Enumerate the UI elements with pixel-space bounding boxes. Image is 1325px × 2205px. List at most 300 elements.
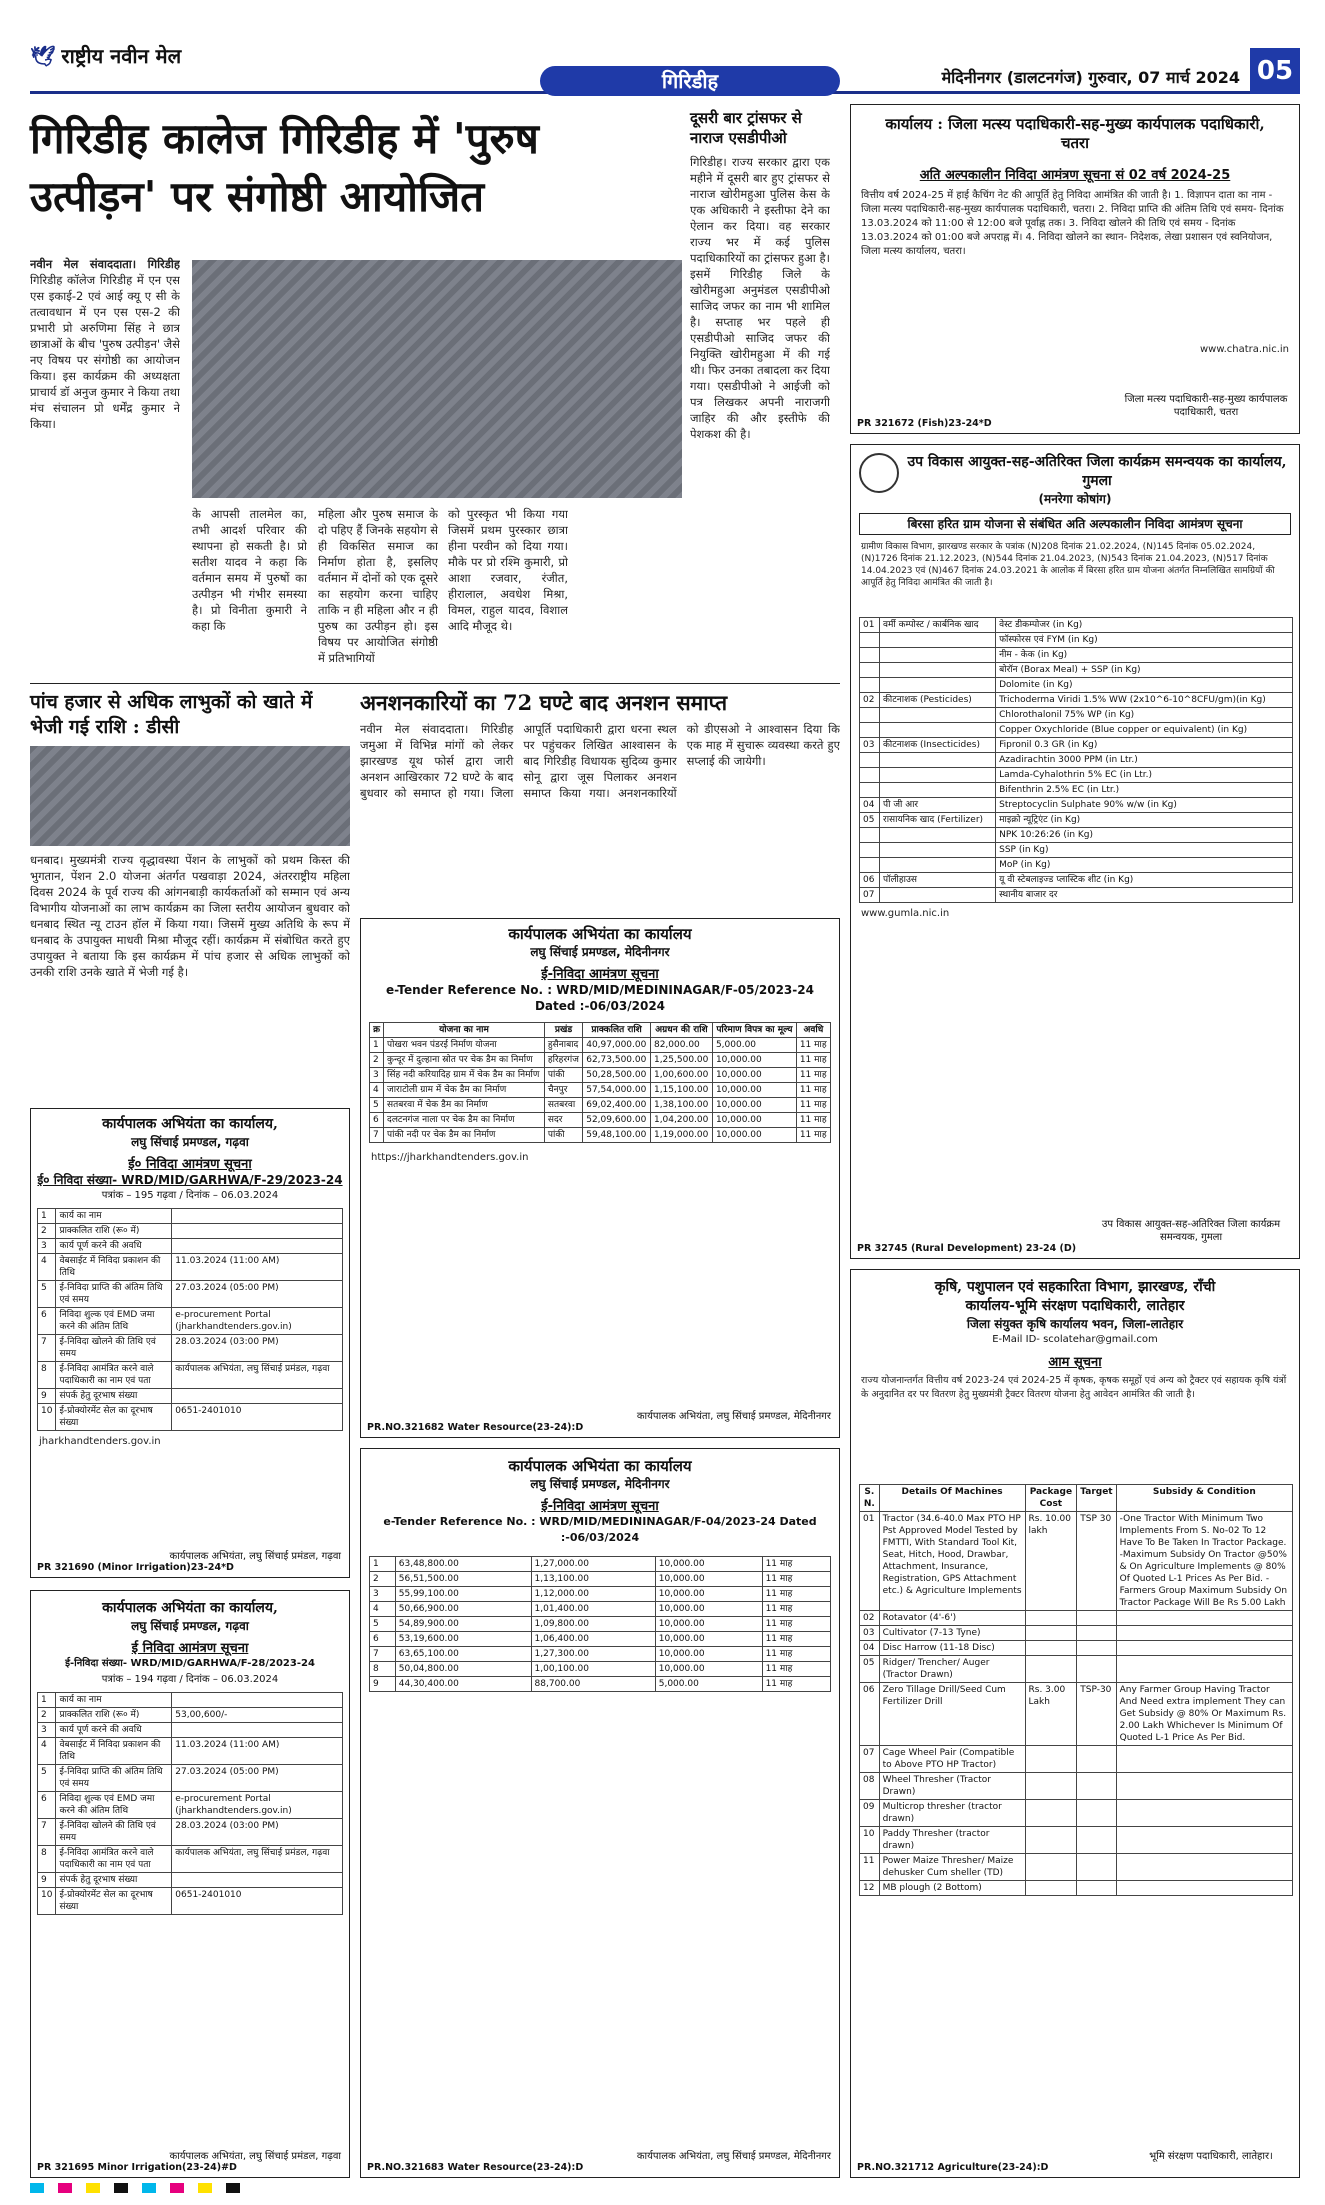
ad-title: कृषि, पशुपालन एवं सहकारिता विभाग, झारखण्ड, राँची [934, 1279, 1216, 1295]
story-3-body: नवीन मेल संवाददाता। गिरिडीह जमुआ में विभिन्न मांगों को लेकर झारखण्ड यूथ फोर्स द्वारा जारी अनशन आखिरकार 72 घण्टे के बाद बुधवार को समाप्त हो गया। जिला आपूर्ति पदाधिकारी द्वारा धरना स्थल पर पहुंचकर लिखित आश्वासन के बाद गिरिडीह विधायक सुदिव्य कुमार सोनू द्वारा जूस पिलाकर अनशन समाप्त किया गया। अनशनकारियों को डीएसओ ने आश्वासन दिया कि एक माह में सुचारू व्यवस्था करते हुए सप्लाई की जायेगी। [360, 722, 840, 800]
divider [30, 683, 840, 684]
table-row [860, 693, 1293, 708]
medini2-cell: 3 [370, 1587, 396, 1602]
garhwa1-cell: 6 [38, 1308, 56, 1335]
medini2-cell: 1,27,300.00 [531, 1647, 655, 1662]
tender-ad-garhwa-2 [30, 1590, 350, 2178]
medini1-cell: पांकी [544, 1068, 582, 1083]
latehar-cell [1077, 1800, 1116, 1827]
garhwa1-cell: e-procurement Portal (jharkhandtenders.gov.in) [172, 1308, 343, 1335]
medini1-cell: 10,000.00 [712, 1053, 796, 1068]
latehar-cell [1077, 1611, 1116, 1626]
medini1-cell: 10,000.00 [712, 1083, 796, 1098]
medini1-cell: 7 [370, 1128, 384, 1143]
garhwa2-cell: ई-निविदा आमंत्रित करने वाले पदाधिकारी का नाम एवं पता [56, 1846, 172, 1873]
garhwa1-cell: ई-प्रोक्योरमेंट सेल का दूरभाष संख्या [56, 1404, 172, 1431]
table-row [38, 1765, 343, 1792]
garhwa1-cell: ई-निविदा प्राप्ति की अंतिम तिथि एवं समय [56, 1281, 172, 1308]
gumla-cell: पी जी आर [880, 798, 996, 813]
latehar-cell: Multicrop thresher (tractor drawn) [879, 1800, 1025, 1827]
gumla-cell: 06 [860, 873, 880, 888]
table-row [370, 1557, 831, 1572]
ad-notice: ई-निविदा आमंत्रण सूचना [541, 967, 659, 982]
ad-patrank: पत्रांक – 194 गढ़वा / दिनांक – 06.03.2024 [101, 1674, 279, 1685]
gumla-cell [880, 828, 996, 843]
medini1-cell: 40,97,000.00 [583, 1038, 651, 1053]
table-header-cell: Package Cost [1025, 1485, 1077, 1512]
latehar-cell [1116, 1746, 1292, 1773]
gumla-cell [880, 723, 996, 738]
garhwa1-cell: कार्य पूर्ण करने की अवधि [56, 1239, 172, 1254]
medini1-cell: कुन्दूर में दुल्हाना स्रोत पर चेक डैम का निर्माण [384, 1053, 545, 1068]
medini1-cell: 50,28,500.00 [583, 1068, 651, 1083]
story-3-headline: अनशनकारियों का 72 घण्टे बाद अनशन समाप्त [360, 690, 728, 715]
table-row [370, 1113, 831, 1128]
latehar-cell [1025, 1746, 1077, 1773]
latehar-cell: Power Maize Thresher/ Maize dehusker Cum sheller (TD) [879, 1854, 1025, 1881]
garhwa1-cell [172, 1239, 343, 1254]
garhwa1-cell: प्राक्कलित राशि (रू० में) [56, 1224, 172, 1239]
story-3 [360, 690, 840, 941]
latehar-cell [1025, 1827, 1077, 1854]
medini1-cell: 4 [370, 1083, 384, 1098]
table-row [38, 1209, 343, 1224]
ad-pr-number: PR.NO.321683 Water Resource(23-24):D [367, 2162, 584, 2173]
ad-signature: कार्यपालक अभियंता, लघु सिंचाई प्रमंडल, गढ़वा [169, 1551, 341, 1562]
gumla-cell: Dolomite (in Kg) [996, 678, 1293, 693]
gumla-cell [880, 753, 996, 768]
ad-body: ग्रामीण विकास विभाग, झारखण्ड सरकार के पत्रांक (N)208 दिनांक 21.02.2024, (N)145 दिनांक 05.02.2024, (N)1726 दिनांक 21.12.2023, (N)544 दिनांक 21.04.2023, (N)543 दिनांक 21.04.2023, (N)517 दिनांक 14.04.2023 एवं (N)467 दिनांक 24.03.2021 के आलोक में बिरसा हरित ग्राम योजना अंतर्गत निम्नलिखित सामग्रियों की आपूर्ति हेतु निविदा आमंत्रित की जाती है। [861, 542, 1275, 588]
latehar-cell: Disc Harrow (11-18 Disc) [879, 1641, 1025, 1656]
gumla-cell: स्थानीय बाजार दर [996, 888, 1293, 903]
medini1-cell: 10,000.00 [712, 1128, 796, 1143]
latehar-cell: Rs. 3.00 Lakh [1025, 1683, 1077, 1746]
ad-subtitle: लघु सिंचाई प्रमण्डल, मेदिनीनगर [530, 1477, 670, 1491]
garhwa2-cell: ई-निविदा प्राप्ति की अंतिम तिथि एवं समय [56, 1765, 172, 1792]
medini1-cell: 10,000.00 [712, 1068, 796, 1083]
gumla-cell [880, 888, 996, 903]
table-row [370, 1602, 831, 1617]
latehar-cell [1077, 1827, 1116, 1854]
garhwa1-cell: 10 [38, 1404, 56, 1431]
medini2-cell: 10,000.00 [655, 1662, 762, 1677]
garhwa1-cell: 1 [38, 1209, 56, 1224]
lead-headline: गिरिडीह कालेज गिरिडीह में 'पुरुष उत्पीड़न' पर संगोष्ठी आयोजित [30, 114, 539, 221]
ad-dated: Dated :-06/03/2024 [534, 999, 666, 1013]
medini2-cell: 4 [370, 1602, 396, 1617]
garhwa1-cell: 11.03.2024 (11:00 AM) [172, 1254, 343, 1281]
garhwa2-cell [172, 1873, 343, 1888]
medini2-cell: 1,27,000.00 [531, 1557, 655, 1572]
latehar-cell [1025, 1881, 1077, 1896]
medini1-cell: 59,48,100.00 [583, 1128, 651, 1143]
table-header-cell: Target [1077, 1485, 1116, 1512]
latehar-cell [1116, 1626, 1292, 1641]
table-row [860, 738, 1293, 753]
garhwa2-cell: वेबसाईट में निविदा प्रकाशन की तिथि [56, 1738, 172, 1765]
gumla-cell: Fipronil 0.3 GR (in Kg) [996, 738, 1293, 753]
table-row [38, 1389, 343, 1404]
medini2-cell: 10,000.00 [655, 1617, 762, 1632]
latehar-cell: Cultivator (7-13 Tyne) [879, 1626, 1025, 1641]
medini1-cell: 57,54,000.00 [583, 1083, 651, 1098]
latehar-cell: -One Tractor With Minimum Two Implements From S. No-02 To 12 Have To Be Taken In Tractor Package. -Maximum Subsidy On Tractor @50% & On Agriculture Implements @ 80% Of Quoted L-1 Prices As Per Bid. -Farmers Group Maximum Subsidy On Tractor Package Will Be Rs 5.00 Lakh [1116, 1512, 1292, 1611]
ad-ref: ई० निविदा संख्या- WRD/MID/GARHWA/F-29/2023-24 [37, 1173, 343, 1187]
garhwa2-cell: 3 [38, 1723, 56, 1738]
ad-title: उप विकास आयुक्त-सह-अतिरिक्त जिला कार्यक्रम समन्वयक का कार्यालय, गुमला [907, 454, 1287, 489]
medini2-cell: 10,000.00 [655, 1602, 762, 1617]
table-header-cell: परिमाण विपत्र का मूल्य [712, 1023, 796, 1038]
table-row [860, 1683, 1293, 1746]
table-header-cell: S. N. [860, 1485, 880, 1512]
table-row [370, 1572, 831, 1587]
medini2-cell: 56,51,500.00 [395, 1572, 531, 1587]
table-row [860, 1800, 1293, 1827]
table-row [38, 1362, 343, 1389]
medini2-cell: 1,06,400.00 [531, 1632, 655, 1647]
medini1-cell: 1,04,200.00 [650, 1113, 712, 1128]
garhwa1-cell: 3 [38, 1239, 56, 1254]
garhwa2-cell: 0651-2401010 [172, 1888, 343, 1915]
garhwa1-cell: कार्य का नाम [56, 1209, 172, 1224]
latehar-cell: TSP-30 [1077, 1683, 1116, 1746]
garhwa1-cell [172, 1224, 343, 1239]
page-number: 05 [1250, 48, 1300, 94]
side-story-1 [690, 108, 830, 674]
table-row [370, 1632, 831, 1647]
side-story-1-body: गिरिडीह। राज्य सरकार द्वारा एक महीने में दूसरी बार हुए ट्रांसफर से नाराज खोरीमहुआ पुलिस केस के एक अधिकारी ने इस्तीफा देने का ऐलान कर दिया। वह सरकार राज्य भर में कई पुलिस पदाधिकारियों का ट्रांसफर हुआ है। इसमें गिरिडीह जिले के खोरीमहुआ अनुमंडल एसडीपीओ साजिद जफर का नाम भी शामिल है। सप्ताह भर पहले ही एसडीपीओ साजिद जफर की नियुक्ति खोरीमहुआ में की गई थी। फिर उनका तबादला कर दिया गया। एसडीपीओ ने आईजी को पत्र लिखकर अपनी नाराजगी जाहिर की और इस्तीफे की पेशकश की है। [690, 155, 830, 441]
medini1-cell: 6 [370, 1113, 384, 1128]
medini2-cell: 11 माह [762, 1677, 830, 1692]
table-row [38, 1723, 343, 1738]
ad-website[interactable]: https://jharkhandtenders.gov.in [371, 1152, 529, 1163]
print-color-bar [30, 2183, 1295, 2193]
gumla-cell [860, 708, 880, 723]
ad-signature: कार्यपालक अभियंता, लघु सिंचाई प्रमंडल, गढ़वा [169, 2151, 341, 2162]
medini2-cell: 10,000.00 [655, 1587, 762, 1602]
ad-table [37, 1692, 343, 1915]
table-row [860, 723, 1293, 738]
medini1-cell: 11 माह [796, 1068, 830, 1083]
lead-dateline: नवीन मेल संवाददाता। गिरिडीह [30, 257, 180, 271]
ad-pr-number: PR 321672 (Fish)23-24*D [857, 418, 992, 429]
garhwa2-cell: प्राक्कलित राशि (रू० में) [56, 1708, 172, 1723]
gumla-cell: नीम - केक (in Kg) [996, 648, 1293, 663]
medini2-cell: 8 [370, 1662, 396, 1677]
medini2-cell: 63,65,100.00 [395, 1647, 531, 1662]
story-2-photo [30, 746, 350, 846]
ad-body: राज्य योजनान्तर्गत वित्तीय वर्ष 2023-24 एवं 2024-25 में कृषक, कृषक समूहों एवं अन्य को ट्रैक्टर एवं सहायक कृषि यंत्रों के अनुदानित दर पर वितरण हेतु मुख्यमंत्री ट्रैक्टर वितरण योजना हेतु आवेदन आमंत्रित की जाती है। [861, 1375, 1287, 1400]
medini2-cell: 11 माह [762, 1647, 830, 1662]
garhwa2-cell: ई-प्रोक्योरमेंट सेल का दूरभाष संख्या [56, 1888, 172, 1915]
table-row [370, 1038, 831, 1053]
gumla-cell: 01 [860, 618, 880, 633]
gumla-cell [880, 858, 996, 873]
latehar-cell: 11 [860, 1854, 880, 1881]
latehar-cell [1116, 1641, 1292, 1656]
medini2-cell: 10,000.00 [655, 1572, 762, 1587]
table-row [860, 1512, 1293, 1611]
gumla-cell: कीटनाशक (Insecticides) [880, 738, 996, 753]
medini1-cell: सिंह नदी करियादिह ग्राम में चेक डैम का निर्माण [384, 1068, 545, 1083]
ad-subtitle: (मनरेगा कोषांग) [1038, 492, 1112, 506]
gumla-cell [880, 648, 996, 663]
ad-website[interactable]: www.chatra.nic.in [1199, 344, 1289, 355]
medini1-cell: 1,38,100.00 [650, 1098, 712, 1113]
medini1-cell: 82,000.00 [650, 1038, 712, 1053]
medini2-cell: 11 माह [762, 1587, 830, 1602]
table-row [38, 1693, 343, 1708]
table-row [860, 1641, 1293, 1656]
table-row [370, 1647, 831, 1662]
table-row [370, 1662, 831, 1677]
table-row [38, 1792, 343, 1819]
latehar-cell: 03 [860, 1626, 880, 1641]
medini2-cell: 1,13,100.00 [531, 1572, 655, 1587]
latehar-cell [1077, 1626, 1116, 1641]
gumla-cell: यू वी स्टेबलाइज्ड प्लास्टिक शीट (in Kg) [996, 873, 1293, 888]
table-row [860, 1656, 1293, 1683]
garhwa2-cell: कार्य पूर्ण करने की अवधि [56, 1723, 172, 1738]
table-row [38, 1846, 343, 1873]
newspaper-page [30, 28, 1300, 2178]
medini1-cell: 11 माह [796, 1038, 830, 1053]
table-row [370, 1068, 831, 1083]
gumla-cell [860, 723, 880, 738]
ad-ref: e-Tender Reference No. : WRD/MID/MEDININAGAR/F-05/2023-24 [386, 983, 814, 997]
garhwa2-cell: कार्य का नाम [56, 1693, 172, 1708]
latehar-cell [1077, 1656, 1116, 1683]
ad-signature: उप विकास आयुक्त-सह-अतिरिक्त जिला कार्यक्रम समन्वयक, गुमला [1101, 1219, 1281, 1243]
dateline: मेदिनीनगर (डालटनगंज) गुरुवार, 07 मार्च 2024 [941, 68, 1240, 87]
latehar-cell: 06 [860, 1683, 880, 1746]
medini1-cell: 11 माह [796, 1113, 830, 1128]
medini2-cell: 1,09,800.00 [531, 1617, 655, 1632]
gumla-cell [860, 648, 880, 663]
ad-patrank: पत्रांक – 195 गढ़वा / दिनांक – 06.03.2024 [101, 1190, 279, 1201]
garhwa2-cell: ई-निविदा खोलने की तिथि एवं समय [56, 1819, 172, 1846]
gumla-cell: वेस्ट डीकम्पोजर (in Kg) [996, 618, 1293, 633]
ad-pr-number: PR.NO.321712 Agriculture(23-24):D [857, 2162, 1049, 2173]
garhwa2-cell: 9 [38, 1873, 56, 1888]
garhwa1-cell: निविदा शुल्क एवं EMD जमा करने की अंतिम तिथि [56, 1308, 172, 1335]
tender-ad-garhwa-1 [30, 1108, 350, 1578]
garhwa2-cell: कार्यपालक अभियंता, लघु सिंचाई प्रमंडल, गढ़वा [172, 1846, 343, 1873]
gumla-cell: 03 [860, 738, 880, 753]
ad-subtitle: कार्यालय-भूमि संरक्षण पदाधिकारी, लातेहार [965, 1298, 1185, 1314]
ad-signature: जिला मत्स्य पदाधिकारी-सह-मुख्य कार्यपालक पदाधिकारी, चतरा [1124, 394, 1288, 418]
gumla-cell [860, 843, 880, 858]
table-row [38, 1738, 343, 1765]
brand [30, 42, 181, 69]
garhwa1-cell: 0651-2401010 [172, 1404, 343, 1431]
gumla-cell: बोरॉन (Borax Meal) + SSP (in Kg) [996, 663, 1293, 678]
medini2-cell: 5 [370, 1617, 396, 1632]
latehar-cell: Rotavator (4'-6') [879, 1611, 1025, 1626]
medini1-cell: हरिहरगंज [544, 1053, 582, 1068]
ad-pr-number: PR.NO.321682 Water Resource(23-24):D [367, 1422, 584, 1433]
latehar-cell: Wheel Thresher (Tractor Drawn) [879, 1773, 1025, 1800]
latehar-cell: 08 [860, 1773, 880, 1800]
table-row [860, 1854, 1293, 1881]
medini2-cell: 11 माह [762, 1662, 830, 1677]
medini1-cell: 5 [370, 1098, 384, 1113]
gumla-cell: Bifenthrin 2.5% EC (in Ltr.) [996, 783, 1293, 798]
garhwa1-cell: 8 [38, 1362, 56, 1389]
medini1-cell: सतबरवा [544, 1098, 582, 1113]
table-header-cell: Subsidy & Condition [1116, 1485, 1292, 1512]
table-row [860, 1773, 1293, 1800]
table-header-cell: प्रखंड [544, 1023, 582, 1038]
gumla-cell [860, 783, 880, 798]
medini1-cell: 10,000.00 [712, 1098, 796, 1113]
ad-table [369, 1022, 831, 1143]
medini1-cell: पांकी नदी पर चेक डैम का निर्माण [384, 1128, 545, 1143]
medini2-cell: 11 माह [762, 1572, 830, 1587]
medini2-cell: 50,04,800.00 [395, 1662, 531, 1677]
garhwa1-cell: ई-निविदा खोलने की तिथि एवं समय [56, 1335, 172, 1362]
story-2-headline: पांच हजार से अधिक लाभुकों को खाते में भेजी गई राशि : डीसी [30, 691, 313, 738]
table-row [38, 1281, 343, 1308]
medini2-cell: 11 माह [762, 1602, 830, 1617]
gumla-cell: MoP (in Kg) [996, 858, 1293, 873]
table-row [38, 1404, 343, 1431]
latehar-cell [1116, 1611, 1292, 1626]
table-row [38, 1308, 343, 1335]
medini2-cell: 55,99,100.00 [395, 1587, 531, 1602]
garhwa1-cell: ई-निविदा आमंत्रित करने वाले पदाधिकारी का नाम एवं पता [56, 1362, 172, 1389]
gumla-cell: कीटनाशक (Pesticides) [880, 693, 996, 708]
table-row [860, 618, 1293, 633]
garhwa2-cell [172, 1693, 343, 1708]
ad-title: कार्यपालक अभियंता का कार्यालय [508, 925, 692, 943]
garhwa1-cell: 28.03.2024 (03:00 PM) [172, 1335, 343, 1362]
ad-table [37, 1208, 343, 1431]
gumla-cell: SSP (in Kg) [996, 843, 1293, 858]
medini2-cell: 10,000.00 [655, 1632, 762, 1647]
garhwa2-cell: 5 [38, 1765, 56, 1792]
garhwa1-cell: 5 [38, 1281, 56, 1308]
medini1-cell: सतबरवा में चेक डैम का निर्माण [384, 1098, 545, 1113]
table-row [370, 1617, 831, 1632]
medini2-cell: 1,01,400.00 [531, 1602, 655, 1617]
latehar-cell [1025, 1773, 1077, 1800]
gumla-cell: रासायनिक खाद (Fertilizer) [880, 813, 996, 828]
table-row [860, 783, 1293, 798]
table-row [860, 648, 1293, 663]
medini1-cell: 1,15,100.00 [650, 1083, 712, 1098]
table-row [38, 1888, 343, 1915]
table-row [38, 1254, 343, 1281]
table-row [370, 1128, 831, 1143]
garhwa1-cell: 27.03.2024 (05:00 PM) [172, 1281, 343, 1308]
ad-email[interactable]: E-Mail ID- scolatehar@gmail.com [992, 1334, 1158, 1345]
garhwa2-cell: संपर्क हेतु दूरभाष संख्या [56, 1873, 172, 1888]
garhwa1-cell: 9 [38, 1389, 56, 1404]
gumla-cell [880, 663, 996, 678]
gumla-cell [880, 843, 996, 858]
medini1-cell: चैनपुर [544, 1083, 582, 1098]
latehar-cell: MB plough (2 Bottom) [879, 1881, 1025, 1896]
latehar-cell [1077, 1746, 1116, 1773]
ad-website[interactable]: www.gumla.nic.in [861, 908, 950, 919]
garhwa2-cell: 11.03.2024 (11:00 AM) [172, 1738, 343, 1765]
ad-notice: ई निविदा आमंत्रण सूचना [131, 1641, 249, 1656]
medini1-cell: 62,73,500.00 [583, 1053, 651, 1068]
garhwa2-cell: e-procurement Portal (jharkhandtenders.gov.in) [172, 1792, 343, 1819]
ad-signature: भूमि संरक्षण पदाधिकारी, लातेहार। [1149, 2151, 1273, 2162]
medini2-cell: 1,12,000.00 [531, 1587, 655, 1602]
tender-ad-chatra [850, 104, 1300, 434]
latehar-cell: 10 [860, 1827, 880, 1854]
gumla-cell [880, 783, 996, 798]
table-row [370, 1587, 831, 1602]
ad-ref: ई-निविदा संख्या- WRD/MID/GARHWA/F-28/2023-24 [65, 1658, 315, 1669]
gumla-cell [860, 858, 880, 873]
medini1-cell: 11 माह [796, 1128, 830, 1143]
medini2-cell: 53,19,600.00 [395, 1632, 531, 1647]
gumla-cell: पॉलीहाउस [880, 873, 996, 888]
table-row [860, 1827, 1293, 1854]
latehar-cell [1025, 1800, 1077, 1827]
garhwa1-cell: संपर्क हेतु दूरभाष संख्या [56, 1389, 172, 1404]
latehar-cell [1077, 1854, 1116, 1881]
medini2-cell: 1 [370, 1557, 396, 1572]
table-header-cell: प्राक्कलित राशि [583, 1023, 651, 1038]
medini2-cell: 5,000.00 [655, 1677, 762, 1692]
latehar-cell [1025, 1626, 1077, 1641]
table-row [860, 888, 1293, 903]
gumla-cell: 04 [860, 798, 880, 813]
medini1-cell: 1,19,000.00 [650, 1128, 712, 1143]
table-row [860, 813, 1293, 828]
table-row [860, 843, 1293, 858]
garhwa2-cell: निविदा शुल्क एवं EMD जमा करने की अंतिम तिथि [56, 1792, 172, 1819]
gumla-cell [880, 678, 996, 693]
medini2-cell: 11 माह [762, 1617, 830, 1632]
masthead [30, 28, 1300, 94]
latehar-cell: 09 [860, 1800, 880, 1827]
ad-website[interactable]: jharkhandtenders.gov.in [39, 1436, 161, 1447]
table-row [860, 1746, 1293, 1773]
garhwa1-cell: वेबसाईट में निविदा प्रकाशन की तिथि [56, 1254, 172, 1281]
table-row [860, 633, 1293, 648]
story-2-body: धनबाद। मुख्यमंत्री राज्य वृद्धावस्था पेंशन के लाभुकों को प्रथम किस्त की भुगतान, पेंशन 2.0 योजना अंतर्गत पखवाड़ा 2024, अंतरराष्ट्रीय महिला दिवस 2024 के पूर्व राज्य की आंगनबाड़ी कार्यकर्ताओं को सम्मान एवं अन्य विभागीय योजनाओं का लाभ कार्यक्रम का जिला स्तरीय आयोजन बुधवार को धनबाद स्थित न्यू टाउन हॉल में किया गया। जिसमें मुख्य अतिथि के रूप में धनबाद के उपायुक्त माधवी मिश्रा मौजूद रहीं। कार्यक्रम में संबोधित करते हुए उपायुक्त ने बताया कि इस कार्यक्रम में पांच हजार से अधिक लाभुकों को उनकी राशि उनके खाते में भेजी गई है। [30, 853, 350, 979]
garhwa1-cell [172, 1389, 343, 1404]
medini1-cell: 11 माह [796, 1098, 830, 1113]
ad-pr-number: PR 321690 (Minor Irrigation)23-24*D [37, 1562, 234, 1573]
gumla-cell [860, 663, 880, 678]
latehar-cell [1116, 1773, 1292, 1800]
ad-notice: अति अल्पकालीन निविदा आमंत्रण सूचना सं 02 वर्ष 2024-25 [919, 168, 1231, 183]
ad-ref: e-Tender Reference No. : WRD/MID/MEDININAGAR/F-04/2023-24 Dated :-06/03/2024 [383, 1515, 817, 1544]
latehar-cell [1077, 1773, 1116, 1800]
table-row [860, 1881, 1293, 1896]
medini1-cell: पोखरा भवन पंडरई निर्माण योजना [384, 1038, 545, 1053]
garhwa1-cell: कार्यपालक अभियंता, लघु सिंचाई प्रमंडल, गढ़वा [172, 1362, 343, 1389]
gumla-cell: Lamda-Cyhalothrin 5% EC (in Ltr.) [996, 768, 1293, 783]
latehar-cell: 12 [860, 1881, 880, 1896]
gumla-cell [860, 678, 880, 693]
table-row [860, 708, 1293, 723]
bird-logo-icon: 🕊 [30, 44, 56, 68]
medini2-cell: 11 माह [762, 1632, 830, 1647]
gumla-cell: Azadirachtin 3000 PPM (in Ltr.) [996, 753, 1293, 768]
table-row [860, 1611, 1293, 1626]
table-row [860, 678, 1293, 693]
medini2-cell: 7 [370, 1647, 396, 1662]
table-row [38, 1708, 343, 1723]
